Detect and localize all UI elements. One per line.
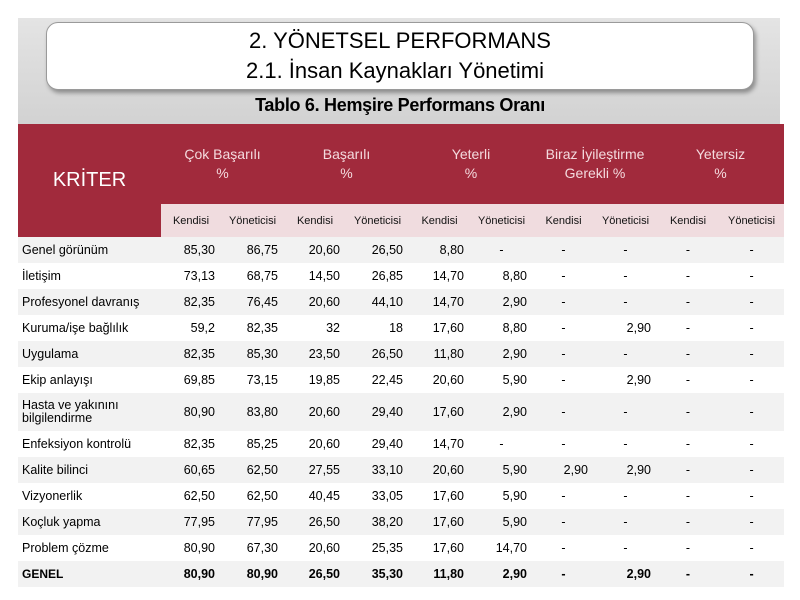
table-cell: - (533, 483, 594, 509)
table-cell: 22,45 (346, 367, 409, 393)
group-header (533, 124, 657, 204)
table-cell: 32 (284, 315, 346, 341)
title-line-1: 2. YÖNETSEL PERFORMANS (249, 28, 551, 53)
table-row (18, 483, 784, 509)
table-cell: - (533, 341, 594, 367)
group-header (657, 124, 784, 204)
group-header-row (18, 124, 784, 204)
table-cell: - (719, 509, 784, 535)
table-row (18, 535, 784, 561)
table-cell: - (470, 431, 533, 457)
table-cell: 26,50 (346, 237, 409, 263)
table-cell: 85,30 (221, 341, 284, 367)
table-cell: 17,60 (409, 393, 470, 431)
table-cell: 77,95 (221, 509, 284, 535)
table-cell: 27,55 (284, 457, 346, 483)
table-cell: 26,50 (284, 561, 346, 587)
table-cell: 14,70 (470, 535, 533, 561)
title-box (46, 22, 754, 90)
table-cell: 5,90 (470, 457, 533, 483)
row-label: Problem çözme (18, 535, 161, 561)
table-cell: 20,60 (284, 289, 346, 315)
table-cell: 26,85 (346, 263, 409, 289)
group-label: Yeterli % (451, 146, 491, 181)
table-cell: 8,80 (470, 315, 533, 341)
table-cell: 8,80 (409, 237, 470, 263)
table-cell: - (719, 457, 784, 483)
sub-header: Kendisi (284, 204, 346, 237)
table-cell: - (533, 367, 594, 393)
table-cell: - (594, 289, 657, 315)
row-label: Hasta ve yakınını bilgilendirme (18, 393, 161, 431)
table-cell: 20,60 (284, 237, 346, 263)
table-cell: 73,13 (161, 263, 221, 289)
table-cell: 23,50 (284, 341, 346, 367)
table-cell: 14,70 (409, 431, 470, 457)
table-cell: 2,90 (594, 315, 657, 341)
table-cell: - (657, 509, 719, 535)
table-row (18, 457, 784, 483)
table-cell: 33,05 (346, 483, 409, 509)
table-cell: - (657, 561, 719, 587)
group-label: Çok Başarılı % (184, 146, 261, 181)
table-cell: 14,70 (409, 289, 470, 315)
table-cell: 82,35 (221, 315, 284, 341)
table-cell: 67,30 (221, 535, 284, 561)
sub-header: Kendisi (657, 204, 719, 237)
sub-header: Yöneticisi (719, 204, 784, 237)
table-cell: 18 (346, 315, 409, 341)
sub-header: Yöneticisi (594, 204, 657, 237)
sub-header: Yöneticisi (470, 204, 533, 237)
table-cell: 26,50 (284, 509, 346, 535)
table-cell: 73,15 (221, 367, 284, 393)
table-cell: - (533, 393, 594, 431)
table-cell: 60,65 (161, 457, 221, 483)
table-cell: 2,90 (470, 561, 533, 587)
table-cell: - (594, 263, 657, 289)
table-cell: - (719, 237, 784, 263)
table-cell: - (657, 535, 719, 561)
table-cell: 40,45 (284, 483, 346, 509)
table-cell: 29,40 (346, 431, 409, 457)
table-cell: 20,60 (284, 431, 346, 457)
sub-header: Kendisi (409, 204, 470, 237)
criteria-header: KRİTER (18, 124, 161, 237)
table-cell: - (470, 237, 533, 263)
table-cell: - (657, 431, 719, 457)
table-cell: 80,90 (221, 561, 284, 587)
table-cell: 62,50 (221, 457, 284, 483)
table-cell: 2,90 (470, 289, 533, 315)
row-label: İletişim (18, 263, 161, 289)
table-cell: - (594, 431, 657, 457)
table-cell: - (533, 263, 594, 289)
table-cell: 2,90 (470, 393, 533, 431)
table-cell: 76,45 (221, 289, 284, 315)
title-line-2: 2.1. İnsan Kaynakları Yönetimi (246, 58, 544, 83)
group-header (284, 124, 409, 204)
table-cell: 38,20 (346, 509, 409, 535)
table-cell: - (719, 341, 784, 367)
table-cell: - (719, 367, 784, 393)
table-row (18, 509, 784, 535)
table-cell: 20,60 (284, 393, 346, 431)
table-cell: 62,50 (161, 483, 221, 509)
table-cell: 20,60 (409, 367, 470, 393)
table-cell: - (533, 535, 594, 561)
table-cell: - (594, 237, 657, 263)
table-cell: 25,35 (346, 535, 409, 561)
table-cell: - (594, 393, 657, 431)
table-cell: 17,60 (409, 315, 470, 341)
table-row (18, 393, 784, 431)
table-cell: - (719, 431, 784, 457)
table-cell: 20,60 (409, 457, 470, 483)
table-body (18, 237, 784, 587)
table-cell: - (657, 457, 719, 483)
table-cell: 8,80 (470, 263, 533, 289)
row-label: Kuruma/işe bağlılık (18, 315, 161, 341)
group-label: Biraz İyileştirme Gerekli % (545, 146, 645, 181)
table-cell: - (594, 341, 657, 367)
table-cell: - (657, 341, 719, 367)
table-cell: 5,90 (470, 483, 533, 509)
table-cell: - (719, 263, 784, 289)
table-cell: - (657, 393, 719, 431)
table-cell: - (719, 561, 784, 587)
table-cell: 19,85 (284, 367, 346, 393)
group-header (161, 124, 284, 204)
table-row (18, 315, 784, 341)
total-row (18, 561, 784, 587)
table-cell: 11,80 (409, 561, 470, 587)
table-cell: 5,90 (470, 509, 533, 535)
table-cell: 69,85 (161, 367, 221, 393)
sub-header: Yöneticisi (221, 204, 284, 237)
table-cell: 5,90 (470, 367, 533, 393)
table-cell: 86,75 (221, 237, 284, 263)
table-cell: - (719, 315, 784, 341)
table-cell: - (719, 483, 784, 509)
table-cell: - (533, 237, 594, 263)
table-row (18, 263, 784, 289)
sub-header: Kendisi (533, 204, 594, 237)
table-cell: 77,95 (161, 509, 221, 535)
group-header (409, 124, 533, 204)
table-cell: 35,30 (346, 561, 409, 587)
table-row (18, 237, 784, 263)
table-cell: - (533, 561, 594, 587)
table-cell: 80,90 (161, 393, 221, 431)
table-cell: - (657, 263, 719, 289)
table-cell: - (657, 483, 719, 509)
table-cell: 80,90 (161, 561, 221, 587)
row-label: Koçluk yapma (18, 509, 161, 535)
table-cell: - (533, 431, 594, 457)
row-label: GENEL (18, 561, 161, 587)
group-label: Yetersiz % (695, 146, 746, 181)
table-cell: 2,90 (594, 457, 657, 483)
group-label: Başarılı % (322, 146, 371, 181)
table-cell: 85,25 (221, 431, 284, 457)
performance-table (18, 124, 784, 587)
table-row (18, 367, 784, 393)
table-cell: 17,60 (409, 535, 470, 561)
table-cell: 2,90 (594, 367, 657, 393)
table-cell: 82,35 (161, 431, 221, 457)
table-cell: 68,75 (221, 263, 284, 289)
table-cell: - (719, 289, 784, 315)
table-cell: - (594, 535, 657, 561)
table-cell: - (533, 315, 594, 341)
table-cell: - (719, 393, 784, 431)
table-cell: 20,60 (284, 535, 346, 561)
table-cell: 2,90 (594, 561, 657, 587)
table-cell: 59,2 (161, 315, 221, 341)
row-label: Kalite bilinci (18, 457, 161, 483)
table-cell: - (594, 509, 657, 535)
row-label: Vizyonerlik (18, 483, 161, 509)
table-cell: 29,40 (346, 393, 409, 431)
table-cell: - (657, 315, 719, 341)
table-caption: Tablo 6. Hemşire Performans Oranı (255, 95, 545, 115)
table-cell: - (657, 289, 719, 315)
table-row (18, 341, 784, 367)
table-cell: 17,60 (409, 509, 470, 535)
row-label: Enfeksiyon kontrolü (18, 431, 161, 457)
table-cell: - (594, 483, 657, 509)
table-cell: - (533, 289, 594, 315)
table-cell: 2,90 (533, 457, 594, 483)
row-label: Ekip anlayışı (18, 367, 161, 393)
table-cell: 14,70 (409, 263, 470, 289)
row-label: Genel görünüm (18, 237, 161, 263)
table-cell: 82,35 (161, 341, 221, 367)
table-cell: 33,10 (346, 457, 409, 483)
table-cell: 17,60 (409, 483, 470, 509)
table-cell: 82,35 (161, 289, 221, 315)
sub-header: Kendisi (161, 204, 221, 237)
table-cell: 26,50 (346, 341, 409, 367)
table-cell: 62,50 (221, 483, 284, 509)
table-cell: 2,90 (470, 341, 533, 367)
table-cell: 80,90 (161, 535, 221, 561)
table-cell: 11,80 (409, 341, 470, 367)
table-cell: - (533, 509, 594, 535)
row-label: Uygulama (18, 341, 161, 367)
table-row (18, 289, 784, 315)
table-cell: 83,80 (221, 393, 284, 431)
table-cell: - (657, 237, 719, 263)
table-cell: - (657, 367, 719, 393)
table-cell: 85,30 (161, 237, 221, 263)
row-label: Profesyonel davranış (18, 289, 161, 315)
sub-header: Yöneticisi (346, 204, 409, 237)
table-row (18, 431, 784, 457)
table-cell: 44,10 (346, 289, 409, 315)
table-cell: 14,50 (284, 263, 346, 289)
table-cell: - (719, 535, 784, 561)
